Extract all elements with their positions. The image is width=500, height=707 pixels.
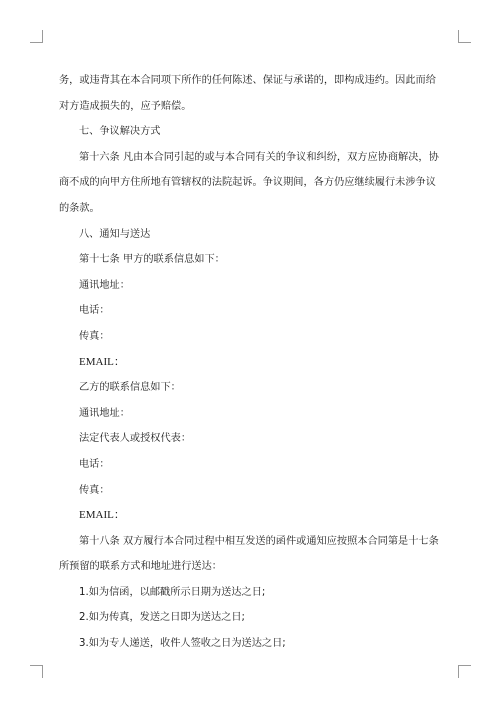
text-line: 第十八条 双方履行本合同过程中相互发送的函件或通知应按照本合同第是十七条 [79,535,439,547]
crop-mark-top-right [458,30,471,43]
text-line: 法定代表人或授权代表： [79,433,192,445]
text-line: 八、通知与送达 [79,228,151,240]
text-line: 传真： [79,484,110,496]
text-line: 对方造成损失的，应予赔偿。 [59,100,192,112]
text-line: EMAIL： [79,355,125,368]
text-line: 七、争议解决方式 [79,126,161,138]
text-line: 第十七条 甲方的联系信息如下： [79,254,225,266]
crop-mark-top-left [30,30,43,43]
document-body [59,68,440,657]
text-line: 通讯地址： [79,279,130,291]
text-line: 的条款。 [59,202,100,214]
text-line: 所预留的联系方式和地址进行送达： [59,561,222,573]
text-line: 电话： [79,305,110,317]
text-line: 电话： [79,458,110,470]
text-line: 乙方的联系信息如下： [79,382,181,394]
text-line: 务，或违背其在本合同项下所作的任何陈述、保证与承诺的，即构成违约。因此而给 [59,75,436,86]
text-line: 通讯地址： [79,407,130,419]
text-line: EMAIL： [79,509,125,522]
text-line: 第十六条 凡由本合同引起的或与本合同有关的争议和纠纷，双方应协商解决，协 [79,151,439,163]
text-line: 商不成的向甲方住所地有管辖权的法院起诉。争议期间，各方仍应继续履行未涉争议 [59,177,436,189]
crop-mark-bottom-left [30,665,43,678]
text-line: 3.如为专人递送，收件人签收之日为送达之日; [79,638,286,650]
text-line: 2.如为传真，发送之日即为送达之日; [79,612,245,624]
crop-mark-bottom-right [458,665,471,678]
text-line: 传真： [79,330,110,342]
text-line: 1.如为信函，以邮戳所示日期为送达之日; [79,586,266,598]
